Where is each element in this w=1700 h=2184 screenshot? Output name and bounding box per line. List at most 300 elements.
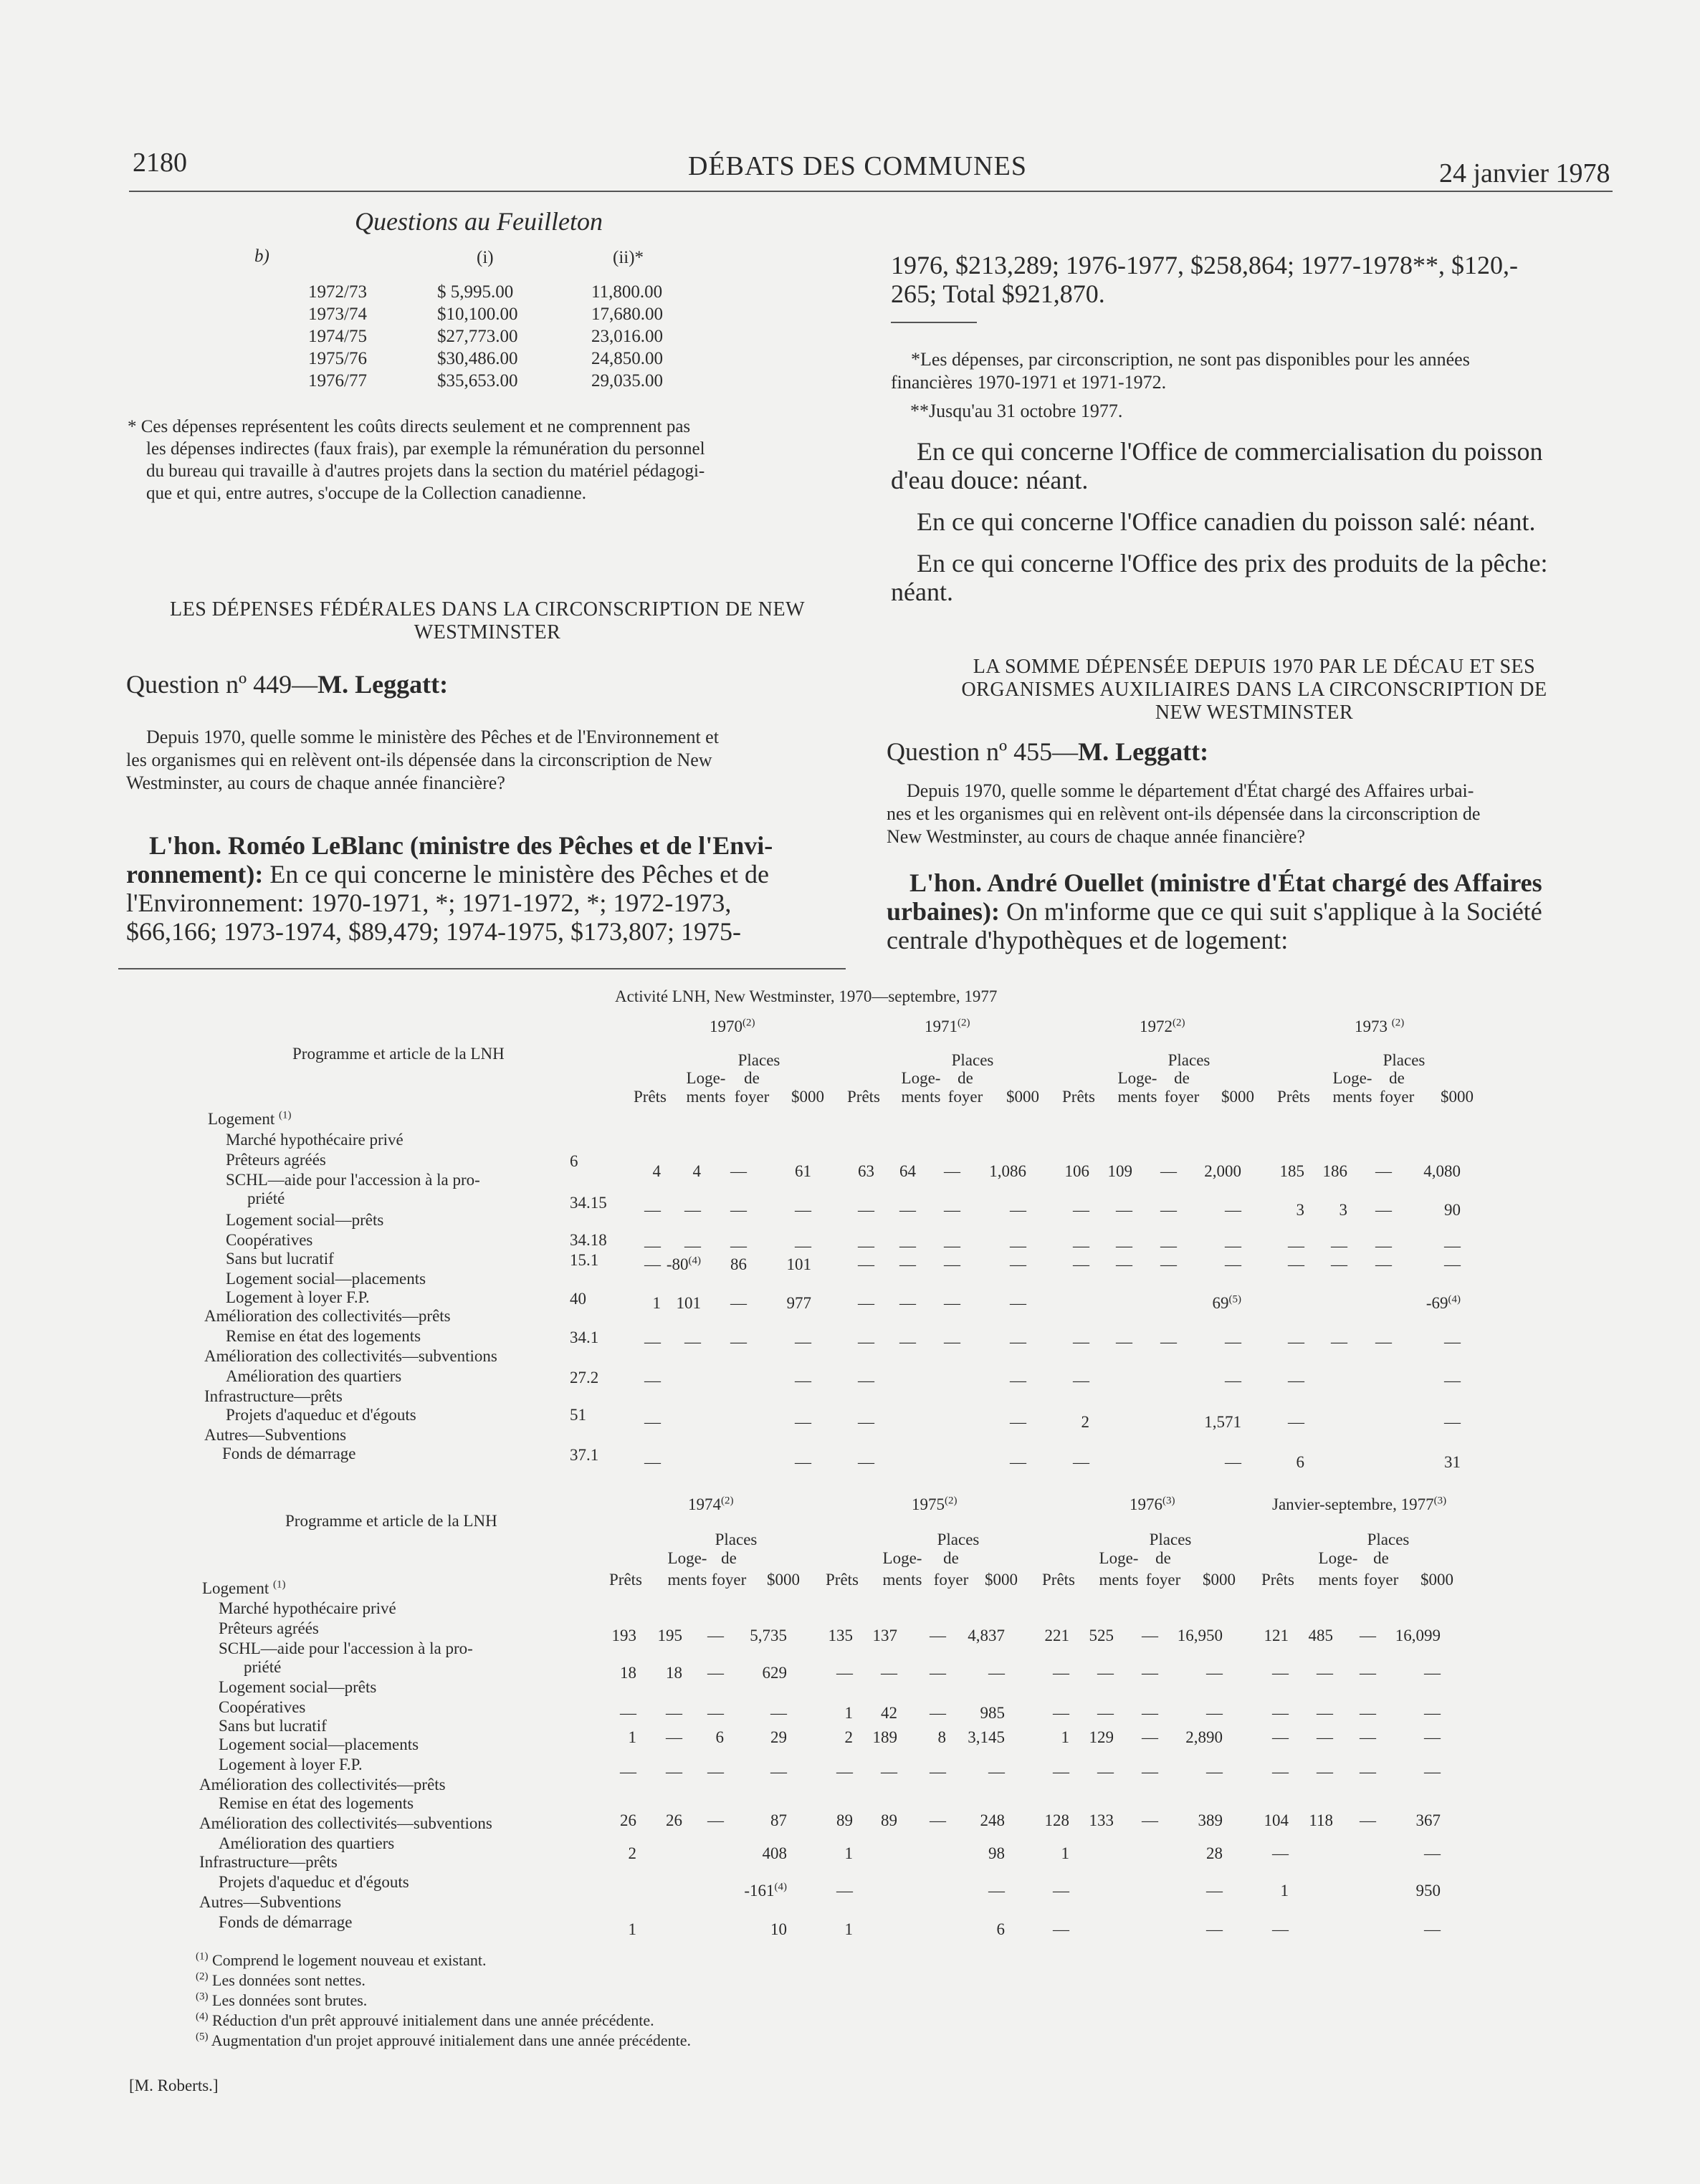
answer-text-line: l'Environnement: 1970-1971, *; 1971-1972, *; 1972-1973, bbox=[126, 889, 732, 917]
year-header: 1970$^{(2)}$ bbox=[710, 1017, 755, 1035]
cell-value: 2 bbox=[844, 1728, 853, 1746]
value-ii-1975: 24,850.00 bbox=[591, 349, 663, 368]
cell-value: 118 bbox=[1309, 1811, 1333, 1829]
row-label: Amélioration des quartiers bbox=[226, 1367, 402, 1385]
cell-value: — bbox=[770, 1763, 787, 1781]
cell-value: — bbox=[1116, 1255, 1132, 1273]
cell-value: 1,571 bbox=[1204, 1413, 1241, 1431]
cell-value: 104 bbox=[1264, 1811, 1289, 1829]
row-label: Amélioration des collectivités—prêts bbox=[204, 1307, 451, 1325]
decau-heading-line: LA SOMME DÉPENSÉE DEPUIS 1970 PAR LE DÉCAU ET SES bbox=[973, 656, 1536, 678]
cell-value: — bbox=[944, 1201, 960, 1219]
bottom-de-header: de bbox=[943, 1549, 959, 1567]
cell-value: 98 bbox=[988, 1844, 1005, 1862]
cell-value: — bbox=[1375, 1255, 1392, 1273]
cell-value: 101 bbox=[786, 1255, 811, 1273]
footnote-mark: (5) bbox=[196, 2031, 209, 2043]
answer-speaker-cont: ronnement): bbox=[126, 860, 264, 889]
bottom-prets-header: Prêts bbox=[609, 1571, 642, 1589]
value-i-1972: $ 5,995.00 bbox=[437, 282, 514, 302]
cell-value: — bbox=[1010, 1294, 1026, 1312]
cell-value: — bbox=[730, 1201, 747, 1219]
top-prets-header: Prêts bbox=[847, 1088, 880, 1106]
cell-value: — bbox=[1225, 1333, 1241, 1351]
row-label: Amélioration des collectivités—subventions bbox=[199, 1814, 492, 1832]
cell-value: 42 bbox=[881, 1704, 897, 1722]
cell-value: — bbox=[1331, 1255, 1347, 1273]
bottom-k-header: $000 bbox=[985, 1571, 1018, 1589]
article-number: 40 bbox=[570, 1290, 586, 1308]
footnote-text: Réduction d'un prêt approuvé initialement dans une année précédente. bbox=[208, 2011, 654, 2029]
expense-note-line: financières 1970-1971 et 1971-1972. bbox=[891, 372, 1167, 393]
answer-speaker: L'hon. Roméo LeBlanc (ministre des Pêches et de l'Envi- bbox=[149, 831, 773, 860]
cell-value: — bbox=[1160, 1237, 1177, 1255]
answer-speaker: L'hon. André Ouellet (ministre d'État chargé des Affaires bbox=[909, 868, 1542, 897]
cell-value: — bbox=[1360, 1664, 1376, 1682]
cell-value: — bbox=[795, 1413, 811, 1431]
cell-value: — bbox=[707, 1664, 724, 1682]
cell-value: — bbox=[770, 1704, 787, 1722]
bottom-k-header: $000 bbox=[1420, 1571, 1453, 1589]
cell-value: — bbox=[858, 1255, 874, 1273]
bottom-foyer-header: foyer bbox=[1363, 1571, 1399, 1589]
value-i-1975: $30,486.00 bbox=[437, 349, 518, 368]
cell-value: — bbox=[1288, 1413, 1304, 1431]
row-label: Projets d'aqueduc et d'égouts bbox=[219, 1873, 409, 1891]
cell-value: 1 bbox=[844, 1704, 853, 1722]
b-table bbox=[308, 281, 710, 396]
row-label: Fonds de démarrage bbox=[219, 1913, 353, 1931]
cell-value: 1 bbox=[844, 1920, 853, 1938]
cell-value: — bbox=[1360, 1627, 1376, 1644]
cell-value: 485 bbox=[1308, 1627, 1333, 1644]
cell-value: — bbox=[1331, 1333, 1347, 1351]
value-i-1973: $10,100.00 bbox=[437, 305, 518, 324]
top-k-header: $000 bbox=[1441, 1088, 1474, 1106]
cell-value: — bbox=[620, 1763, 636, 1781]
cell-value: — bbox=[684, 1333, 701, 1351]
cell-value: — bbox=[1444, 1333, 1461, 1351]
question-455-text bbox=[887, 780, 1607, 848]
column-end-rule bbox=[118, 968, 846, 969]
bottom-de-header: de bbox=[1155, 1549, 1171, 1567]
cell-value: — bbox=[1272, 1664, 1289, 1682]
continuation-line: 265; Total $921,870. bbox=[891, 279, 1105, 308]
bottom-de-header: de bbox=[1373, 1549, 1389, 1567]
date-note: **Jusqu'au 31 octobre 1977. bbox=[910, 401, 1123, 421]
row-label: Logement social—placements bbox=[219, 1735, 419, 1753]
cell-value: 89 bbox=[881, 1811, 897, 1829]
cell-value: — bbox=[707, 1811, 724, 1829]
short-rule bbox=[891, 322, 977, 323]
cell-value: — bbox=[1272, 1763, 1289, 1781]
cell-value: — bbox=[899, 1255, 916, 1273]
article-number: 15.1 bbox=[570, 1251, 599, 1269]
top-ments-header: ments bbox=[901, 1088, 941, 1106]
cell-value: — bbox=[707, 1627, 724, 1644]
cell-value: 26 bbox=[620, 1811, 636, 1829]
value-ii-1974: 23,016.00 bbox=[591, 327, 663, 346]
row-label: Prêteurs agréés bbox=[226, 1151, 326, 1169]
cell-value: — bbox=[1375, 1237, 1392, 1255]
cell-value: — bbox=[858, 1371, 874, 1389]
cell-value: 89 bbox=[836, 1811, 853, 1829]
cell-value: 2 bbox=[1081, 1413, 1089, 1431]
cell-value: 61 bbox=[795, 1162, 811, 1180]
program-header: Programme et article de la LNH bbox=[292, 1045, 505, 1063]
row-label: SCHL—aide pour l'accession à la pro- bbox=[226, 1171, 480, 1189]
question-text-line: nes et les organismes qui en relèvent ont-ils dépensée dans la circonscription de bbox=[887, 803, 1481, 824]
expense-note-line: *Les dépenses, par circonscription, ne sont pas disponibles pour les années bbox=[911, 349, 1470, 370]
footnote-mark: (3) bbox=[196, 1991, 209, 2003]
cell-value: — bbox=[944, 1255, 960, 1273]
footnote-mark: (4) bbox=[196, 2011, 209, 2023]
top-foyer-header: foyer bbox=[734, 1088, 770, 1106]
cell-value: — bbox=[1160, 1162, 1177, 1180]
cell-value: 2,890 bbox=[1185, 1728, 1223, 1746]
answer-continuation bbox=[891, 251, 1615, 308]
cell-value: 86 bbox=[730, 1255, 747, 1273]
cell-value: — bbox=[858, 1201, 874, 1219]
cell-value: -80$^{(4)}$ bbox=[666, 1255, 701, 1273]
cell-value: 186 bbox=[1322, 1162, 1347, 1180]
top-loge-header: Loge- bbox=[1117, 1069, 1157, 1087]
footnote-ref: (2) bbox=[1391, 1017, 1405, 1029]
cell-value: — bbox=[644, 1413, 661, 1431]
footnote-ref: (2) bbox=[742, 1017, 755, 1029]
cell-value: 137 bbox=[872, 1627, 897, 1644]
bottom-places-header: Places bbox=[937, 1531, 980, 1548]
cost-footnote-line: que et qui, entre autres, s'occupe de la Collection canadienne. bbox=[146, 484, 586, 503]
bottom-loge-header: Loge- bbox=[1318, 1549, 1358, 1567]
cell-value: — bbox=[1424, 1664, 1441, 1682]
cell-value: 248 bbox=[980, 1811, 1005, 1829]
bottom-places-header: Places bbox=[1149, 1531, 1192, 1548]
footnote-text: Les données sont nettes. bbox=[208, 1971, 366, 1989]
row-label: Logement social—prêts bbox=[219, 1678, 377, 1696]
cell-value: — bbox=[1360, 1763, 1376, 1781]
bottom-places-header: Places bbox=[1367, 1531, 1410, 1548]
row-label: Infrastructure—prêts bbox=[204, 1387, 343, 1405]
answer-leblanc bbox=[126, 831, 843, 946]
bottom-foyer-header: foyer bbox=[933, 1571, 969, 1589]
footnote-ref: (1) bbox=[279, 1109, 292, 1121]
value-ii-1972: 11,800.00 bbox=[591, 282, 663, 302]
cell-value: — bbox=[930, 1763, 946, 1781]
cell-value: — bbox=[944, 1294, 960, 1312]
footnote-ref: (5) bbox=[1228, 1293, 1241, 1306]
section-heading-line: LES DÉPENSES FÉDÉRALES DANS LA CIRCONSCRIPTION DE NEW bbox=[170, 598, 805, 621]
cell-value: — bbox=[684, 1237, 701, 1255]
cell-value: — bbox=[666, 1763, 682, 1781]
cell-value: — bbox=[1375, 1162, 1392, 1180]
row-label: Logement $^{(1)}$ bbox=[208, 1109, 292, 1128]
decau-heading-line: ORGANISMES AUXILIAIRES DANS LA CIRCONSCRIPTION DE bbox=[961, 679, 1547, 701]
year-1974: 1974/75 bbox=[308, 327, 367, 346]
answer-text: En ce qui concerne le ministère des Pêches et de bbox=[263, 860, 770, 889]
office-paragraph-3 bbox=[891, 549, 1615, 606]
cell-value: — bbox=[1097, 1763, 1114, 1781]
cost-footnote-line: les dépenses indirectes (faux frais), par exemple la rémunération du personnel bbox=[146, 439, 705, 459]
cell-value: — bbox=[1424, 1844, 1441, 1862]
answer-ouellet bbox=[887, 868, 1610, 954]
cell-value: 133 bbox=[1089, 1811, 1114, 1829]
cell-value: — bbox=[1010, 1333, 1026, 1351]
program-header: Programme et article de la LNH bbox=[285, 1512, 497, 1530]
office-paragraph-1 bbox=[891, 437, 1615, 494]
row-label: Sans but lucratif bbox=[219, 1717, 327, 1735]
cell-value: — bbox=[1142, 1811, 1158, 1829]
row-label: Remise en état des logements bbox=[219, 1794, 414, 1812]
year-header: 1975$^{(2)}$ bbox=[912, 1495, 958, 1513]
cell-value: 129 bbox=[1089, 1728, 1114, 1746]
article-number: 37.1 bbox=[570, 1446, 599, 1464]
cell-value: — bbox=[1360, 1728, 1376, 1746]
cell-value: — bbox=[644, 1201, 661, 1219]
cell-value: — bbox=[899, 1294, 916, 1312]
cell-value: 3 bbox=[1296, 1201, 1304, 1219]
year-1975: 1975/76 bbox=[308, 349, 367, 368]
article-number: 51 bbox=[570, 1406, 586, 1424]
article-number: 34.15 bbox=[570, 1194, 607, 1212]
signature: [M. Roberts.] bbox=[129, 2077, 219, 2094]
row-label: priété bbox=[247, 1189, 285, 1207]
cell-value: 6 bbox=[715, 1728, 724, 1746]
year-header: 1974$^{(2)}$ bbox=[688, 1495, 734, 1513]
cell-value: 29 bbox=[770, 1728, 787, 1746]
cell-value: — bbox=[881, 1763, 897, 1781]
cell-value: 63 bbox=[858, 1162, 874, 1180]
cell-value: 1 bbox=[1061, 1844, 1069, 1862]
question-text-line: Depuis 1970, quelle somme le ministère des Pêches et de l'Environnement et bbox=[146, 727, 719, 747]
top-de-header: de bbox=[1174, 1069, 1190, 1087]
office-paragraph-2: En ce qui concerne l'Office canadien du poisson salé: néant. bbox=[917, 507, 1536, 536]
cell-value: — bbox=[1073, 1333, 1089, 1351]
cell-value: — bbox=[899, 1201, 916, 1219]
cell-value: 525 bbox=[1089, 1627, 1114, 1644]
cell-value: — bbox=[1206, 1664, 1223, 1682]
cell-value: 16,950 bbox=[1177, 1627, 1223, 1644]
top-prets-header: Prêts bbox=[634, 1088, 667, 1106]
cell-value: — bbox=[707, 1763, 724, 1781]
cell-value: 90 bbox=[1444, 1201, 1461, 1219]
row-label: Autres—Subventions bbox=[199, 1893, 342, 1911]
cell-value: — bbox=[1160, 1201, 1177, 1219]
row-label: Marché hypothécaire privé bbox=[219, 1599, 396, 1617]
b-label: b) bbox=[254, 246, 269, 266]
question-member: M. Leggatt: bbox=[1078, 737, 1209, 766]
row-label: Amélioration des collectivités—subventions bbox=[204, 1347, 497, 1365]
question-text-line: Westminster, au cours de chaque année financière? bbox=[126, 772, 505, 793]
footnote-ref: (4) bbox=[1448, 1293, 1461, 1306]
cell-value: 2,000 bbox=[1204, 1162, 1241, 1180]
cell-value: — bbox=[795, 1371, 811, 1389]
year-header: 1976$^{(3)}$ bbox=[1130, 1495, 1175, 1513]
cell-value: — bbox=[795, 1333, 811, 1351]
top-places-header: Places bbox=[737, 1051, 780, 1069]
top-loge-header: Loge- bbox=[1332, 1069, 1372, 1087]
top-loge-header: Loge- bbox=[901, 1069, 941, 1087]
cell-value: — bbox=[1053, 1920, 1069, 1938]
top-de-header: de bbox=[744, 1069, 760, 1087]
top-prets-header: Prêts bbox=[1277, 1088, 1310, 1106]
row-label: Logement à loyer F.P. bbox=[219, 1756, 363, 1773]
cell-value: — bbox=[1424, 1704, 1441, 1722]
top-de-header: de bbox=[958, 1069, 973, 1087]
footnote-text: Augmentation d'un projet approuvé initialement dans une année précédente. bbox=[208, 2031, 692, 2049]
cell-value: — bbox=[1010, 1237, 1026, 1255]
cell-value: — bbox=[1424, 1920, 1441, 1938]
cell-value: — bbox=[795, 1201, 811, 1219]
bottom-foyer-header: foyer bbox=[1145, 1571, 1181, 1589]
cell-value: — bbox=[930, 1811, 946, 1829]
cell-value: 109 bbox=[1107, 1162, 1132, 1180]
cell-value: 189 bbox=[872, 1728, 897, 1746]
question-text-line: les organismes qui en relèvent ont-ils dépensée dans la circonscription de New bbox=[126, 749, 712, 770]
row-label: Autres—Subventions bbox=[204, 1426, 347, 1444]
row-label: Fonds de démarrage bbox=[222, 1445, 356, 1462]
bottom-k-header: $000 bbox=[767, 1571, 800, 1589]
cell-value: 195 bbox=[657, 1627, 682, 1644]
top-k-header: $000 bbox=[791, 1088, 824, 1106]
question-449 bbox=[126, 669, 448, 699]
cell-value: 408 bbox=[762, 1844, 787, 1862]
row-label: SCHL—aide pour l'accession à la pro- bbox=[219, 1639, 473, 1657]
top-prets-header: Prêts bbox=[1062, 1088, 1095, 1106]
row-label: Logement $^{(1)}$ bbox=[202, 1579, 286, 1597]
cell-value: — bbox=[1073, 1371, 1089, 1389]
cell-value: — bbox=[944, 1333, 960, 1351]
row-label: Coopératives bbox=[219, 1698, 306, 1716]
cell-value: — bbox=[1010, 1255, 1026, 1273]
cell-value: — bbox=[1160, 1333, 1177, 1351]
cell-value: 221 bbox=[1044, 1627, 1069, 1644]
cell-value: — bbox=[730, 1237, 747, 1255]
bottom-ments-header: ments bbox=[882, 1571, 922, 1589]
value-i-1976: $35,653.00 bbox=[437, 371, 518, 391]
cell-value: 4 bbox=[692, 1162, 701, 1180]
cell-value: 3,145 bbox=[968, 1728, 1005, 1746]
row-label: Projets d'aqueduc et d'égouts bbox=[226, 1406, 416, 1424]
article-number: 34.1 bbox=[570, 1328, 599, 1346]
cell-value: 121 bbox=[1264, 1627, 1289, 1644]
top-ments-header: ments bbox=[686, 1088, 726, 1106]
cell-value: — bbox=[1073, 1201, 1089, 1219]
cell-value: — bbox=[881, 1664, 897, 1682]
footnote-ref: (2) bbox=[958, 1017, 970, 1029]
cell-value: 16,099 bbox=[1395, 1627, 1441, 1644]
bottom-prets-header: Prêts bbox=[1042, 1571, 1075, 1589]
cell-value: — bbox=[684, 1201, 701, 1219]
office-paragraph-line: d'eau douce: néant. bbox=[891, 466, 1089, 494]
cell-value: — bbox=[1073, 1237, 1089, 1255]
cell-value: — bbox=[1097, 1704, 1114, 1722]
top-foyer-header: foyer bbox=[1164, 1088, 1200, 1106]
cell-value: — bbox=[1272, 1704, 1289, 1722]
cell-value: 18 bbox=[620, 1664, 636, 1682]
question-text-line: New Westminster, au cours de chaque année financière? bbox=[887, 826, 1306, 847]
cell-value: — bbox=[1424, 1763, 1441, 1781]
cell-value: — bbox=[1160, 1255, 1177, 1273]
cell-value: — bbox=[1272, 1844, 1289, 1862]
cell-value: 26 bbox=[666, 1811, 682, 1829]
cell-value: — bbox=[858, 1413, 874, 1431]
row-label: Coopératives bbox=[226, 1231, 313, 1249]
cell-value: 64 bbox=[899, 1162, 916, 1180]
continuation-line: 1976, $213,289; 1976-1977, $258,864; 1977-1978**, $120,- bbox=[891, 251, 1518, 279]
cell-value: 4 bbox=[652, 1162, 661, 1180]
footnote-ref: (3) bbox=[1433, 1495, 1447, 1507]
decau-heading bbox=[882, 656, 1627, 724]
cell-value: — bbox=[1142, 1627, 1158, 1644]
bottom-loge-header: Loge- bbox=[882, 1549, 922, 1567]
bottom-prets-header: Prêts bbox=[1261, 1571, 1294, 1589]
cell-value: 389 bbox=[1198, 1811, 1223, 1829]
cell-value: — bbox=[899, 1333, 916, 1351]
cell-value: — bbox=[858, 1453, 874, 1471]
cell-value: 950 bbox=[1415, 1882, 1441, 1900]
footnote-mark: (2) bbox=[196, 1970, 209, 1983]
cell-value: — bbox=[1053, 1704, 1069, 1722]
row-label: Marché hypothécaire privé bbox=[226, 1131, 403, 1149]
cell-value: — bbox=[1053, 1882, 1069, 1900]
question-number: Question nº 455— bbox=[887, 737, 1079, 766]
row-label: Logement social—placements bbox=[226, 1270, 426, 1288]
cell-value: — bbox=[944, 1162, 960, 1180]
cell-value: — bbox=[1225, 1255, 1241, 1273]
cell-value: — bbox=[1317, 1728, 1333, 1746]
row-label: Amélioration des quartiers bbox=[219, 1834, 395, 1852]
bottom-de-header: de bbox=[721, 1549, 737, 1567]
answer-speaker-cont: urbaines): bbox=[887, 897, 1001, 926]
row-label: Logement à loyer F.P. bbox=[226, 1288, 370, 1306]
cell-value: — bbox=[1010, 1371, 1026, 1389]
cell-value: 185 bbox=[1279, 1162, 1304, 1180]
year-header: 1971$^{(2)}$ bbox=[925, 1017, 970, 1035]
cell-value: — bbox=[1225, 1237, 1241, 1255]
top-k-header: $000 bbox=[1006, 1088, 1039, 1106]
cell-value: — bbox=[730, 1333, 747, 1351]
bottom-ments-header: ments bbox=[1318, 1571, 1358, 1589]
cell-value: — bbox=[1142, 1763, 1158, 1781]
cell-value: — bbox=[1317, 1763, 1333, 1781]
cell-value: 6 bbox=[996, 1920, 1005, 1938]
cell-value: — bbox=[644, 1237, 661, 1255]
cell-value: 5,735 bbox=[750, 1627, 787, 1644]
article-number: 6 bbox=[570, 1152, 578, 1170]
cell-value: 10 bbox=[770, 1920, 787, 1938]
section-title: Questions au Feuilleton bbox=[355, 207, 603, 236]
answer-text-line: $66,166; 1973-1974, $89,479; 1974-1975, $173,807; 1975- bbox=[126, 917, 741, 946]
footnote-ref: (2) bbox=[721, 1495, 734, 1507]
cell-value: — bbox=[644, 1371, 661, 1389]
cell-value: — bbox=[1288, 1237, 1304, 1255]
cell-value: — bbox=[858, 1237, 874, 1255]
cell-value: 128 bbox=[1044, 1811, 1069, 1829]
cell-value: 135 bbox=[828, 1627, 853, 1644]
cell-value: — bbox=[1272, 1728, 1289, 1746]
cell-value: — bbox=[1225, 1453, 1241, 1471]
cell-value: 629 bbox=[762, 1664, 787, 1682]
row-label: Amélioration des collectivités—prêts bbox=[199, 1776, 446, 1793]
cell-value: — bbox=[1116, 1333, 1132, 1351]
cell-value: — bbox=[1073, 1453, 1089, 1471]
cell-value: — bbox=[1288, 1333, 1304, 1351]
article-number: 27.2 bbox=[570, 1369, 599, 1386]
table-footnotes bbox=[196, 1950, 691, 2051]
cell-value: — bbox=[858, 1333, 874, 1351]
cell-value: — bbox=[1010, 1413, 1026, 1431]
